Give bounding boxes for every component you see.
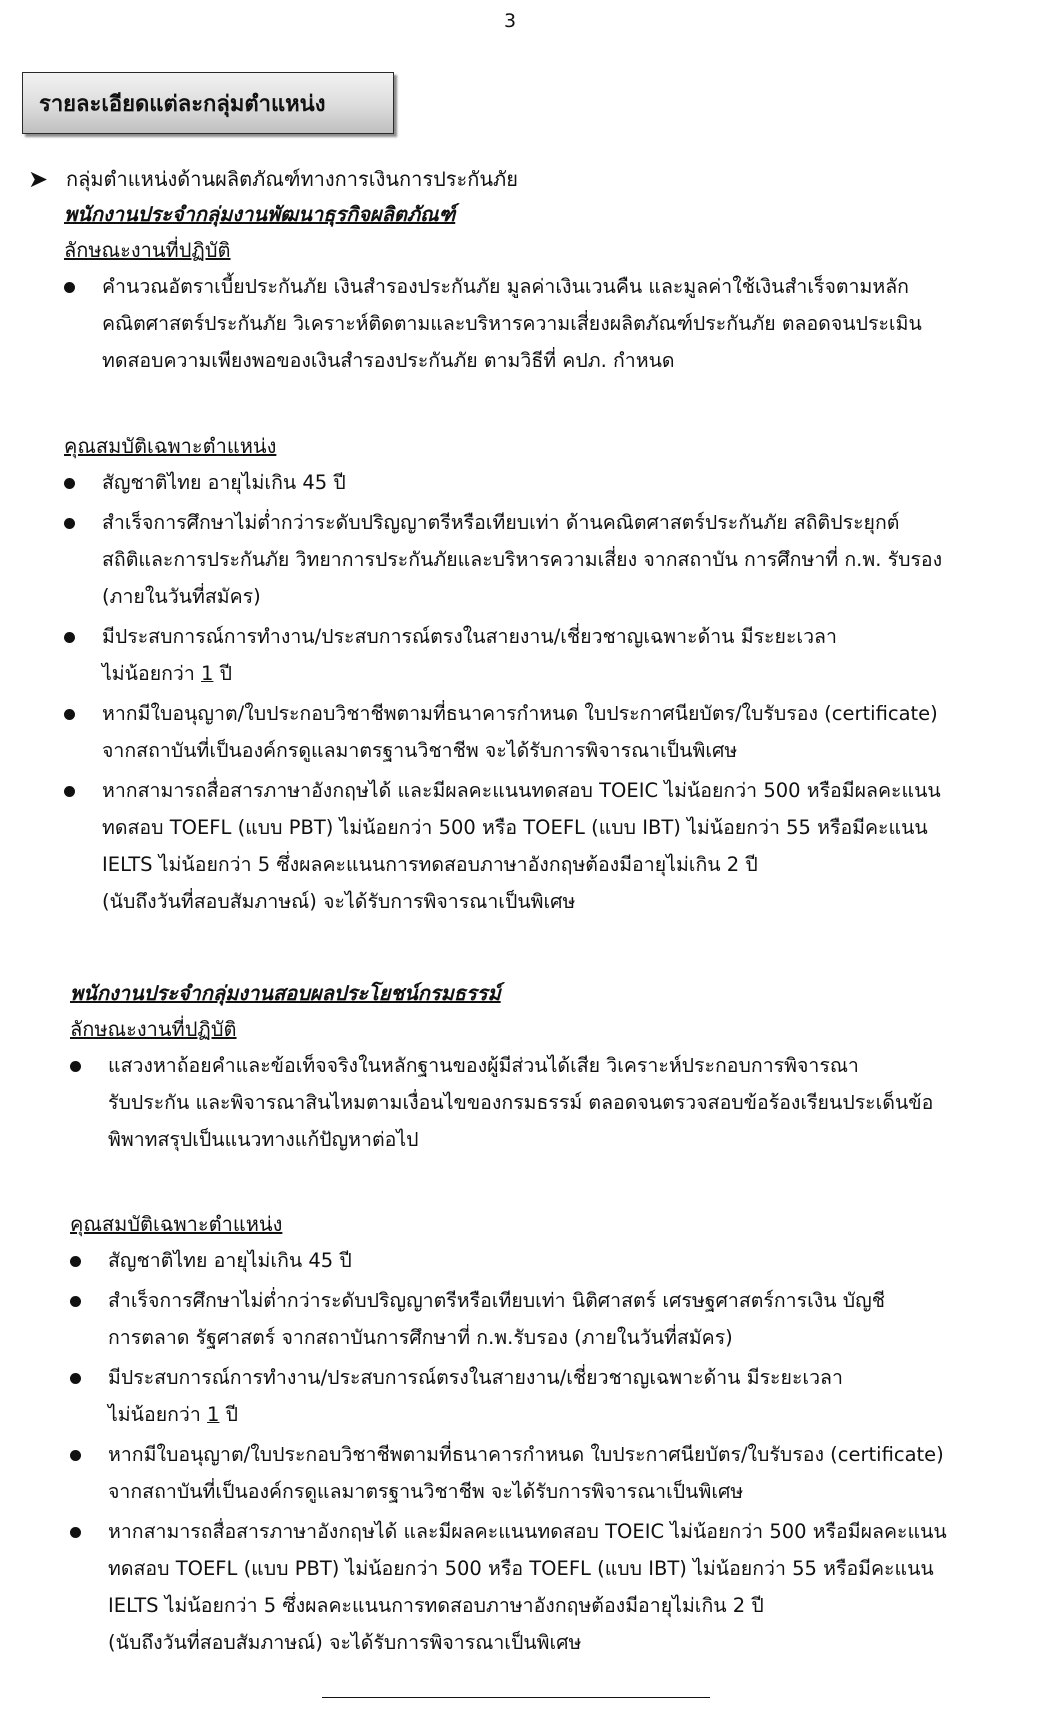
bullet-icon xyxy=(70,1296,81,1307)
experience-years: 1 xyxy=(201,662,214,685)
list-item-line: จากสถาบันที่เป็นองค์กรดูแลมาตรฐานวิชาชีพ จะได้รับการพิจารณาเป็นพิเศษ xyxy=(102,739,738,762)
experience-suffix: ปี xyxy=(213,662,233,685)
list-item xyxy=(64,504,1024,615)
list-item-line: มีประสบการณ์การทำงาน/ประสบการณ์ตรงในสายงาน/เชี่ยวชาญเฉพาะด้าน มีระยะเวลา xyxy=(102,625,837,648)
list-item-line: การตลาด รัฐศาสตร์ จากสถาบันการศึกษาที่ ก.พ.รับรอง (ภายในวันที่สมัคร) xyxy=(108,1326,733,1349)
list-item-line: หากมีใบอนุญาต/ใบประกอบวิชาชีพตามที่ธนาคารกำหนด ใบประกาศนียบัตร/ใบรับรอง (certificate) xyxy=(108,1443,944,1466)
list-item xyxy=(70,1242,1025,1279)
list-item-line: คณิตศาสตร์ประกันภัย วิเคราะห์ติดตามและบริหารความเสี่ยงผลิตภัณฑ์ประกันภัย ตลอดจนประเมิน xyxy=(102,312,922,335)
list-item-line: (ภายในวันที่สมัคร) xyxy=(102,585,261,608)
list-item-line: พิพาทสรุปเป็นแนวทางแก้ปัญหาต่อไป xyxy=(108,1128,419,1151)
section-title-box xyxy=(22,72,394,134)
list-item xyxy=(64,618,1024,692)
footer-divider xyxy=(322,1697,710,1698)
bullet-icon xyxy=(64,518,75,529)
position-2-qualifications-label: คุณสมบัติเฉพาะตำแหน่ง xyxy=(70,1212,283,1236)
position-1-qualifications-list xyxy=(64,464,1024,920)
list-item-line: คำนวณอัตราเบี้ยประกันภัย เงินสำรองประกันภัย มูลค่าเงินเวนคืน และมูลค่าใช้เงินสำเร็จตามหลัก xyxy=(102,275,909,298)
position-2-duties-list xyxy=(70,1047,1025,1158)
list-item xyxy=(64,464,1024,501)
position-1-duties-label: ลักษณะงานที่ปฏิบัติ xyxy=(64,238,231,262)
bullet-icon xyxy=(64,478,75,489)
list-item-line: สำเร็จการศึกษาไม่ต่ำกว่าระดับปริญญาตรีหรือเทียบเท่า ด้านคณิตศาสตร์ประกันภัย สถิติประยุกต์ xyxy=(102,511,900,534)
bullet-icon xyxy=(70,1373,81,1384)
section-title: รายละเอียดแต่ละกลุ่มตำแหน่ง xyxy=(39,91,326,117)
list-item-line: สำเร็จการศึกษาไม่ต่ำกว่าระดับปริญญาตรีหรือเทียบเท่า นิติศาสตร์ เศรษฐศาสตร์การเงิน บัญชี xyxy=(108,1289,886,1312)
bullet-icon xyxy=(64,709,75,720)
list-item-line: สถิติและการประกันภัย วิทยาการประกันภัยและบริหารความเสี่ยง จากสถาบัน การศึกษาที่ ก.พ. รับรอง xyxy=(102,548,943,571)
list-item-line: หากสามารถสื่อสารภาษาอังกฤษได้ และมีผลคะแนนทดสอบ TOEIC ไม่น้อยกว่า 500 หรือมีผลคะแนน xyxy=(108,1520,947,1543)
position-2 xyxy=(70,975,1025,1158)
bullet-icon xyxy=(70,1061,81,1072)
position-1-qualifications-label: คุณสมบัติเฉพาะตำแหน่ง xyxy=(64,434,277,458)
list-item-line: จากสถาบันที่เป็นองค์กรดูแลมาตรฐานวิชาชีพ จะได้รับการพิจารณาเป็นพิเศษ xyxy=(108,1480,744,1503)
bullet-icon xyxy=(64,632,75,643)
list-item xyxy=(64,772,1024,920)
list-item-line: ทดสอบ TOEFL (แบบ PBT) ไม่น้อยกว่า 500 หรือ TOEFL (แบบ IBT) ไม่น้อยกว่า 55 หรือมีคะแนน xyxy=(108,1557,934,1580)
list-item-line: IELTS ไม่น้อยกว่า 5 ซึ่งผลคะแนนการทดสอบภาษาอังกฤษต้องมีอายุไม่เกิน 2 ปี xyxy=(102,853,758,876)
arrow-right-icon: ➤ xyxy=(28,165,49,193)
list-item-line: หากสามารถสื่อสารภาษาอังกฤษได้ และมีผลคะแนนทดสอบ TOEIC ไม่น้อยกว่า 500 หรือมีผลคะแนน xyxy=(102,779,941,802)
experience-years: 1 xyxy=(207,1403,220,1426)
list-item-line xyxy=(102,655,1024,692)
position-2-qualifications xyxy=(70,1206,1025,1661)
position-2-title: พนักงานประจำกลุ่มงานสอบผลประโยชน์กรมธรรม์ xyxy=(70,981,501,1005)
position-1-qualifications xyxy=(64,428,1024,920)
list-item-line: IELTS ไม่น้อยกว่า 5 ซึ่งผลคะแนนการทดสอบภาษาอังกฤษต้องมีอายุไม่เกิน 2 ปี xyxy=(108,1594,764,1617)
list-item xyxy=(64,268,1024,379)
list-item xyxy=(70,1047,1025,1158)
category-heading xyxy=(28,163,518,195)
list-item-line: ทดสอบ TOEFL (แบบ PBT) ไม่น้อยกว่า 500 หรือ TOEFL (แบบ IBT) ไม่น้อยกว่า 55 หรือมีคะแนน xyxy=(102,816,928,839)
position-2-duties-label: ลักษณะงานที่ปฏิบัติ xyxy=(70,1017,237,1041)
list-item-line: ทดสอบความเพียงพอของเงินสำรองประกันภัย ตามวิธีที่ คปภ. กำหนด xyxy=(102,349,675,372)
bullet-icon xyxy=(64,282,75,293)
list-item-line: สัญชาติไทย อายุไม่เกิน 45 ปี xyxy=(108,1249,352,1272)
list-item-line: (นับถึงวันที่สอบสัมภาษณ์) จะได้รับการพิจารณาเป็นพิเศษ xyxy=(102,890,576,913)
list-item-line: หากมีใบอนุญาต/ใบประกอบวิชาชีพตามที่ธนาคารกำหนด ใบประกาศนียบัตร/ใบรับรอง (certificate) xyxy=(102,702,938,725)
list-item-line: แสวงหาถ้อยคำและข้อเท็จจริงในหลักฐานของผู้มีส่วนได้เสีย วิเคราะห์ประกอบการพิจารณา xyxy=(108,1054,859,1077)
position-1-duties-list xyxy=(64,268,1024,379)
list-item-line: รับประกัน และพิจารณาสินไหมตามเงื่อนไขของกรมธรรม์ ตลอดจนตรวจสอบข้อร้องเรียนประเด็นข้อ xyxy=(108,1091,934,1114)
list-item-line xyxy=(108,1396,1025,1433)
list-item xyxy=(70,1359,1025,1433)
list-item xyxy=(70,1282,1025,1356)
bullet-icon xyxy=(70,1527,81,1538)
list-item-line: (นับถึงวันที่สอบสัมภาษณ์) จะได้รับการพิจารณาเป็นพิเศษ xyxy=(108,1631,582,1654)
list-item xyxy=(70,1513,1025,1661)
list-item-line: มีประสบการณ์การทำงาน/ประสบการณ์ตรงในสายงาน/เชี่ยวชาญเฉพาะด้าน มีระยะเวลา xyxy=(108,1366,843,1389)
list-item xyxy=(64,695,1024,769)
page-number: 3 xyxy=(503,10,517,32)
list-item-line: สัญชาติไทย อายุไม่เกิน 45 ปี xyxy=(102,471,346,494)
position-1-title: พนักงานประจำกลุ่มงานพัฒนาธุรกิจผลิตภัณฑ์ xyxy=(64,202,456,226)
experience-suffix: ปี xyxy=(219,1403,239,1426)
position-2-qualifications-list xyxy=(70,1242,1025,1661)
experience-prefix: ไม่น้อยกว่า xyxy=(108,1403,208,1426)
category-title: กลุ่มตำแหน่งด้านผลิตภัณฑ์ทางการเงินการประกันภัย xyxy=(66,167,518,191)
bullet-icon xyxy=(70,1256,81,1267)
bullet-icon xyxy=(64,786,75,797)
bullet-icon xyxy=(70,1450,81,1461)
position-1 xyxy=(64,196,1024,379)
list-item xyxy=(70,1436,1025,1510)
experience-prefix: ไม่น้อยกว่า xyxy=(102,662,202,685)
